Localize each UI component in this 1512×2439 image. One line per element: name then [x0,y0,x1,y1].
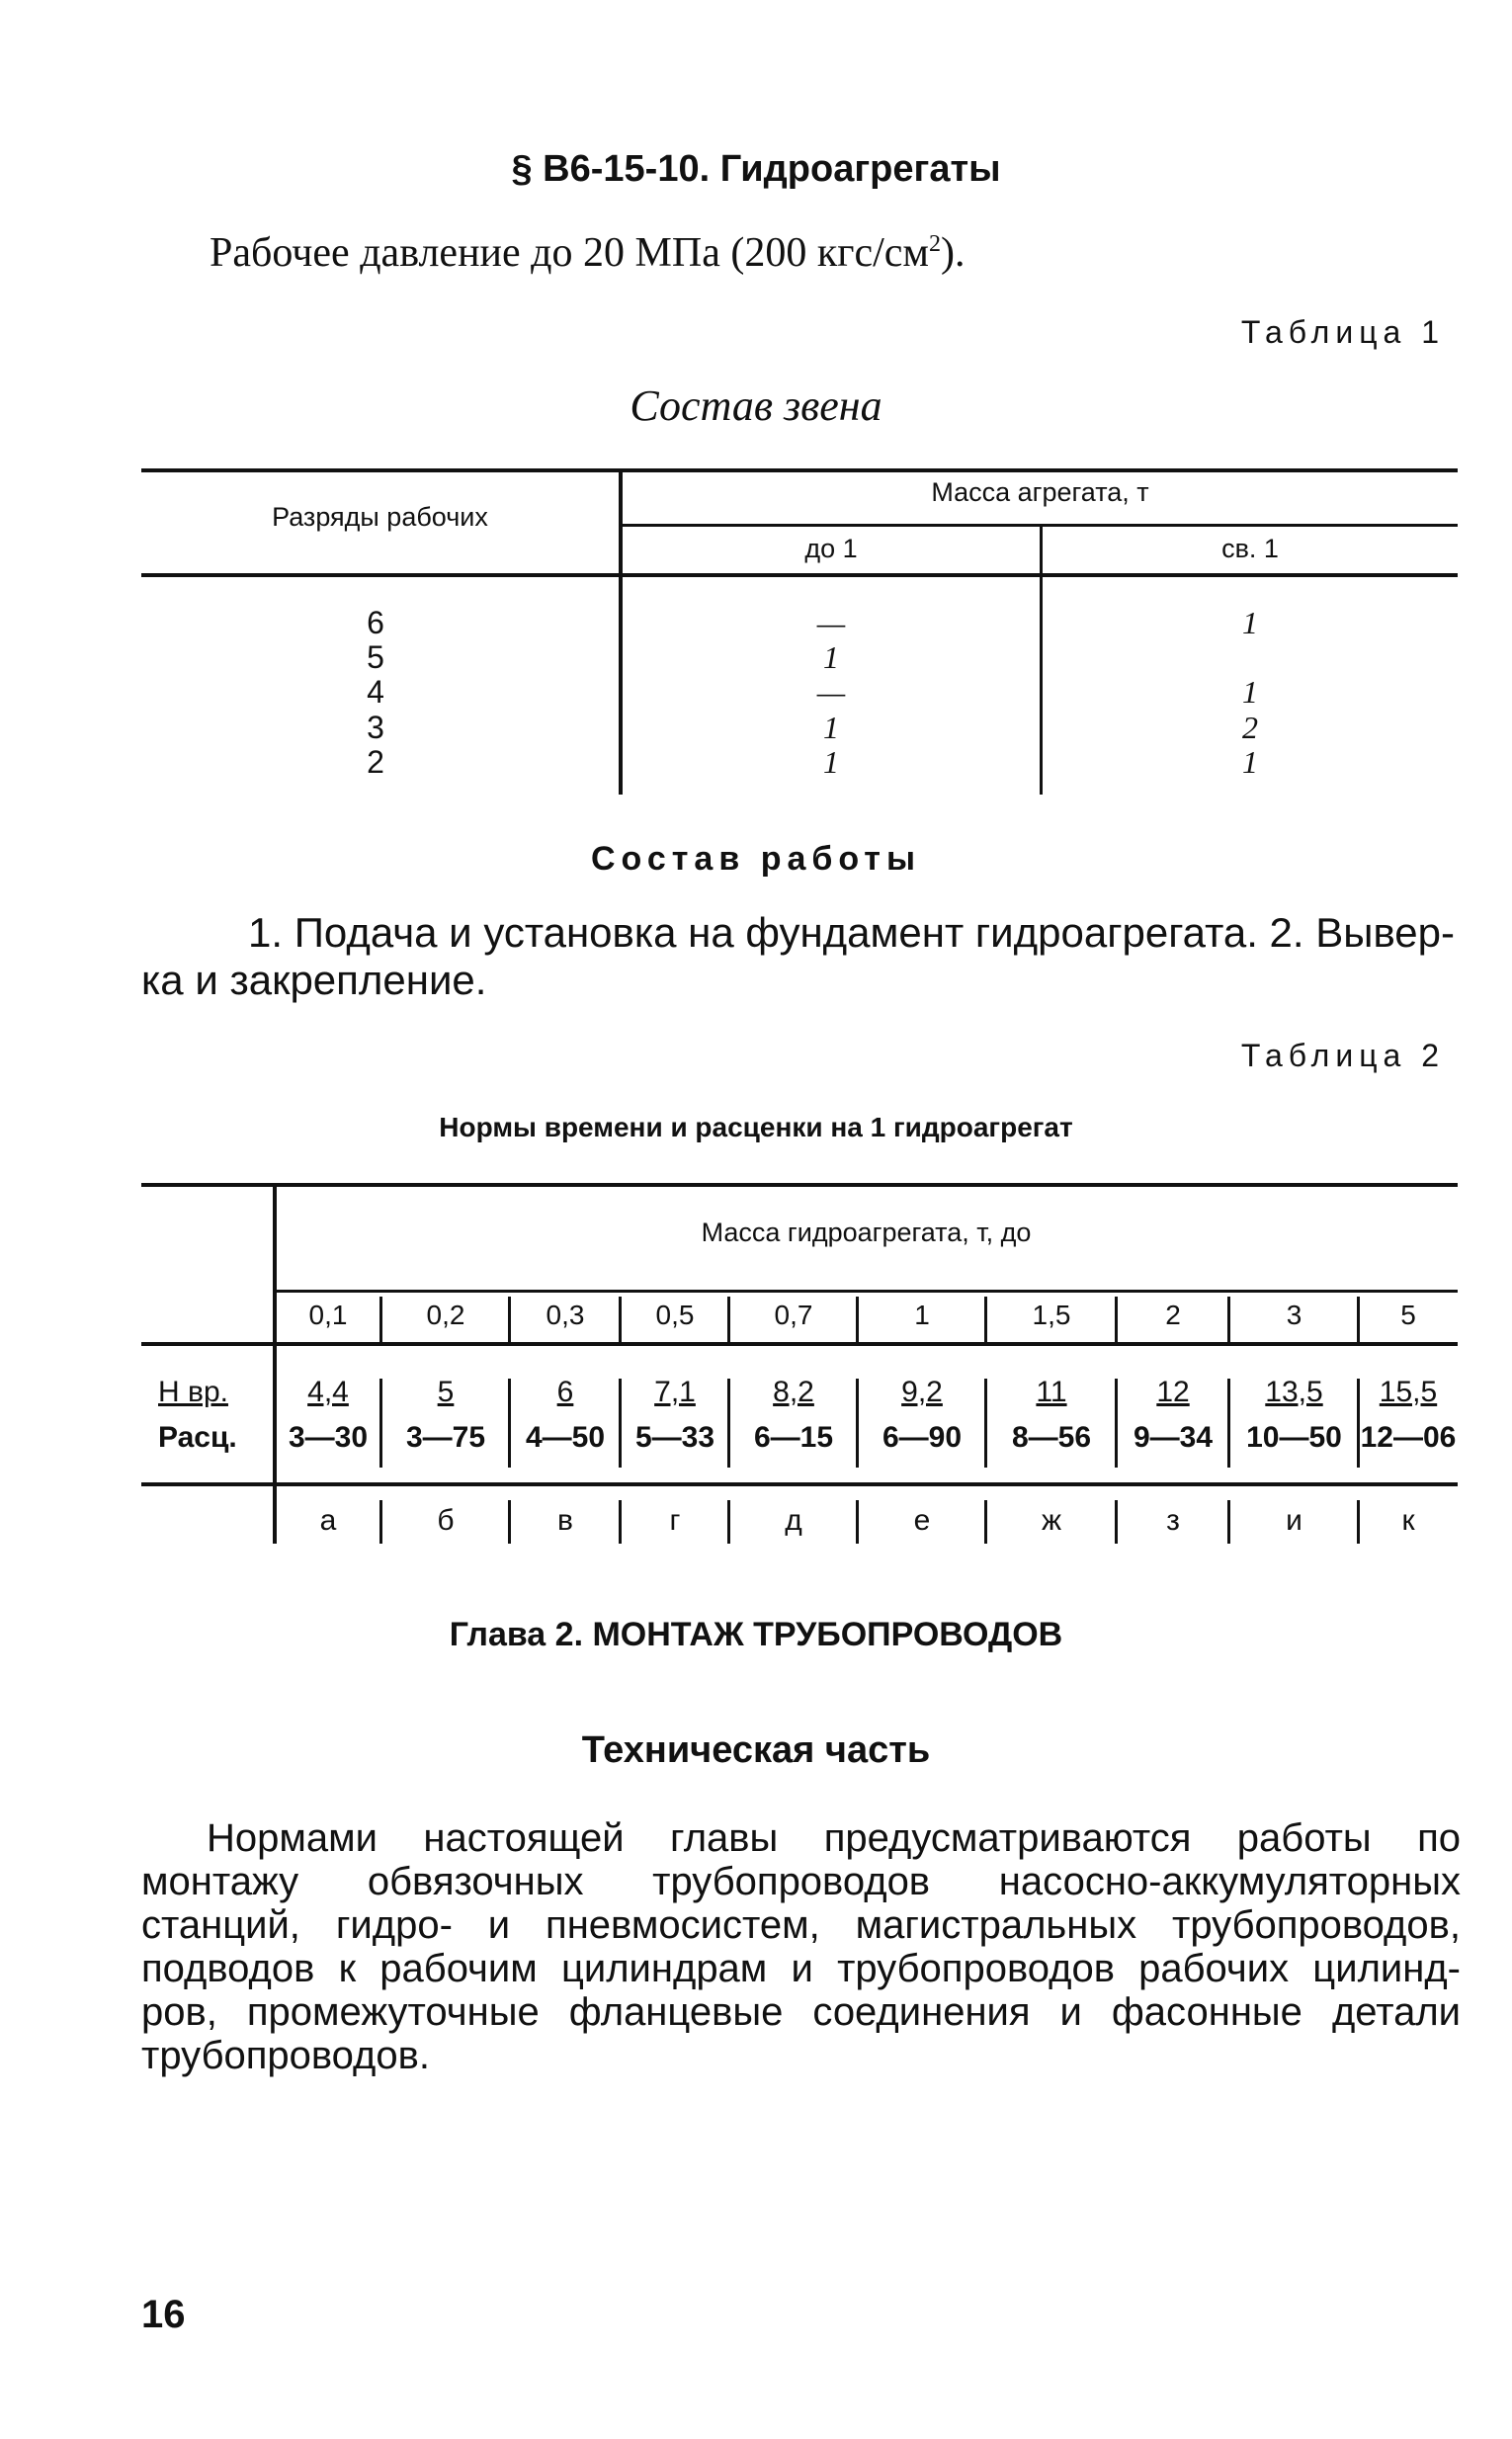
table2-mass-header: 0,5 [655,1300,695,1330]
technical-line: монтажу обвязочных трубопроводов насосно-аккумуляторных [141,1860,1461,1903]
table1-over1-value: 2 [1242,710,1258,745]
page-number: 16 [141,2293,186,2336]
table2-price-value: 8—56 [1011,1421,1092,1454]
table1-upto1-value: 1 [823,744,839,780]
table2-mass-header: 0,2 [426,1300,465,1330]
table2-group-header: Масса гидроагрегата, т, до [701,1218,1032,1247]
table1-upto1-value: 1 [823,710,839,745]
work-composition-text [141,909,1461,1004]
table2-column-letter: б [437,1504,455,1537]
work-composition-line: 1. Подача и установка на фундамент гидроагрегата. 2. Вывер- [248,909,1455,956]
table2-price-value: 3—30 [288,1421,369,1454]
pressure-superscript: 2 [929,231,942,257]
table2-norm-value: 15,5 [1379,1376,1438,1408]
table2-column-letter: в [557,1504,573,1537]
table1-upto1-value: — [816,605,846,640]
table1-over1-value: 1 [1242,674,1258,710]
table2-column-letter: к [1401,1504,1415,1537]
table2-group-rule [275,1290,1458,1293]
table2-norm-value: 13,5 [1265,1376,1323,1408]
table1-col-header: Разряды рабочих [272,502,488,532]
table2-price-value: 12—06 [1360,1421,1457,1454]
table2-column-letter: д [785,1504,802,1537]
table2-norm-value: 12 [1156,1376,1190,1408]
table2-header-rule [141,1342,1458,1346]
table2-price-value: 6—15 [753,1421,834,1454]
table1-grade: 4 [367,674,384,710]
table2-mass-header: 2 [1165,1300,1181,1330]
work-composition-line: ка и закрепление. [141,957,487,1003]
table2-norm-value: 5 [437,1376,455,1408]
table2-norm-value: 6 [556,1376,574,1408]
technical-line: Нормами настоящей главы предусматриваются работы по [207,1816,1461,1860]
technical-title: Техническая часть [581,1729,931,1771]
pressure-line [210,229,966,277]
table2-column-letter: ж [1041,1504,1062,1537]
table1-over1-value: 1 [1242,744,1258,780]
table1-upto1-value: — [816,674,846,710]
table2-norm-value: 11 [1036,1376,1067,1408]
table1-grade: 2 [367,744,384,780]
table2-mass-header: 1,5 [1032,1300,1071,1330]
table2-column-letter: и [1286,1504,1302,1537]
table1-subheader-over1: св. 1 [1221,534,1279,563]
table2-norm-value: 9,2 [901,1376,943,1408]
table1-over1-value: 1 [1242,605,1258,640]
table2-mass-header: 0,1 [308,1300,348,1330]
table2-bottom-rule [141,1482,1458,1486]
table2-column-letter: з [1166,1504,1180,1537]
technical-line: ров, промежуточные фланцевые соединения и фасонные детали [141,1990,1461,2034]
technical-text [141,1816,1461,2077]
table2-price-value: 6—90 [882,1421,963,1454]
table2-price-value: 4—50 [525,1421,606,1454]
table2-price-value: 10—50 [1246,1421,1342,1454]
table1-header-rule [141,573,1458,577]
chapter-title: Глава 2. МОНТАЖ ТРУБОПРОВОДОВ [449,1616,1063,1653]
table1-label: Таблица 1 [1240,314,1445,350]
pressure-suffix: ). [941,230,966,276]
table2-row-label-norm: Н вр. [158,1376,228,1408]
technical-line: подводов к рабочим цилиндрам и трубопроводов рабочих цилинд- [141,1947,1461,1990]
table2-mass-header: 0,7 [774,1300,813,1330]
pressure-prefix: Рабочее давление до [210,230,584,276]
section-title: § В6-15-10. Гидроагрегаты [511,148,1001,190]
table1-group-header: Масса агрегата, т [931,477,1149,507]
table2-price-value: 9—34 [1133,1421,1214,1454]
table2-price-value: 3—75 [405,1421,486,1454]
table2-title: Нормы времени и расценки на 1 гидроагрегат [439,1112,1073,1142]
table2-mass-header: 3 [1286,1300,1302,1330]
table1-grade: 5 [367,639,384,675]
table1-top-rule [141,468,1458,472]
table2-norm-value: 7,1 [654,1376,696,1408]
table2-mass-header: 1 [914,1300,930,1330]
pressure-value: 20 МПа (200 кгс/см [583,230,930,276]
technical-line: станций, гидро- и пневмосистем, магистральных трубопроводов, [141,1903,1461,1947]
table2-row-label-price: Расц. [158,1421,237,1454]
table1-title: Состав звена [630,381,882,430]
table2-column-letter: е [913,1504,931,1537]
table1-grade: 3 [367,710,384,745]
table2-price-value: 5—33 [634,1421,715,1454]
table2-column-letter: г [669,1504,681,1537]
technical-line: трубопроводов. [141,2034,430,2077]
table1-grade: 6 [367,605,384,640]
table2-mass-header: 0,3 [546,1300,585,1330]
table1-upto1-value: 1 [823,639,839,675]
table2-norm-value: 8,2 [773,1376,814,1408]
table2-top-rule [141,1183,1458,1187]
table2-norm-value: 4,4 [307,1376,349,1408]
work-composition-title: Состав работы [591,840,921,878]
table1-subheader-upto1: до 1 [804,534,858,563]
table2-label: Таблица 2 [1240,1038,1445,1073]
table2-mass-header: 5 [1400,1300,1416,1330]
table2-column-letter: а [319,1504,337,1537]
